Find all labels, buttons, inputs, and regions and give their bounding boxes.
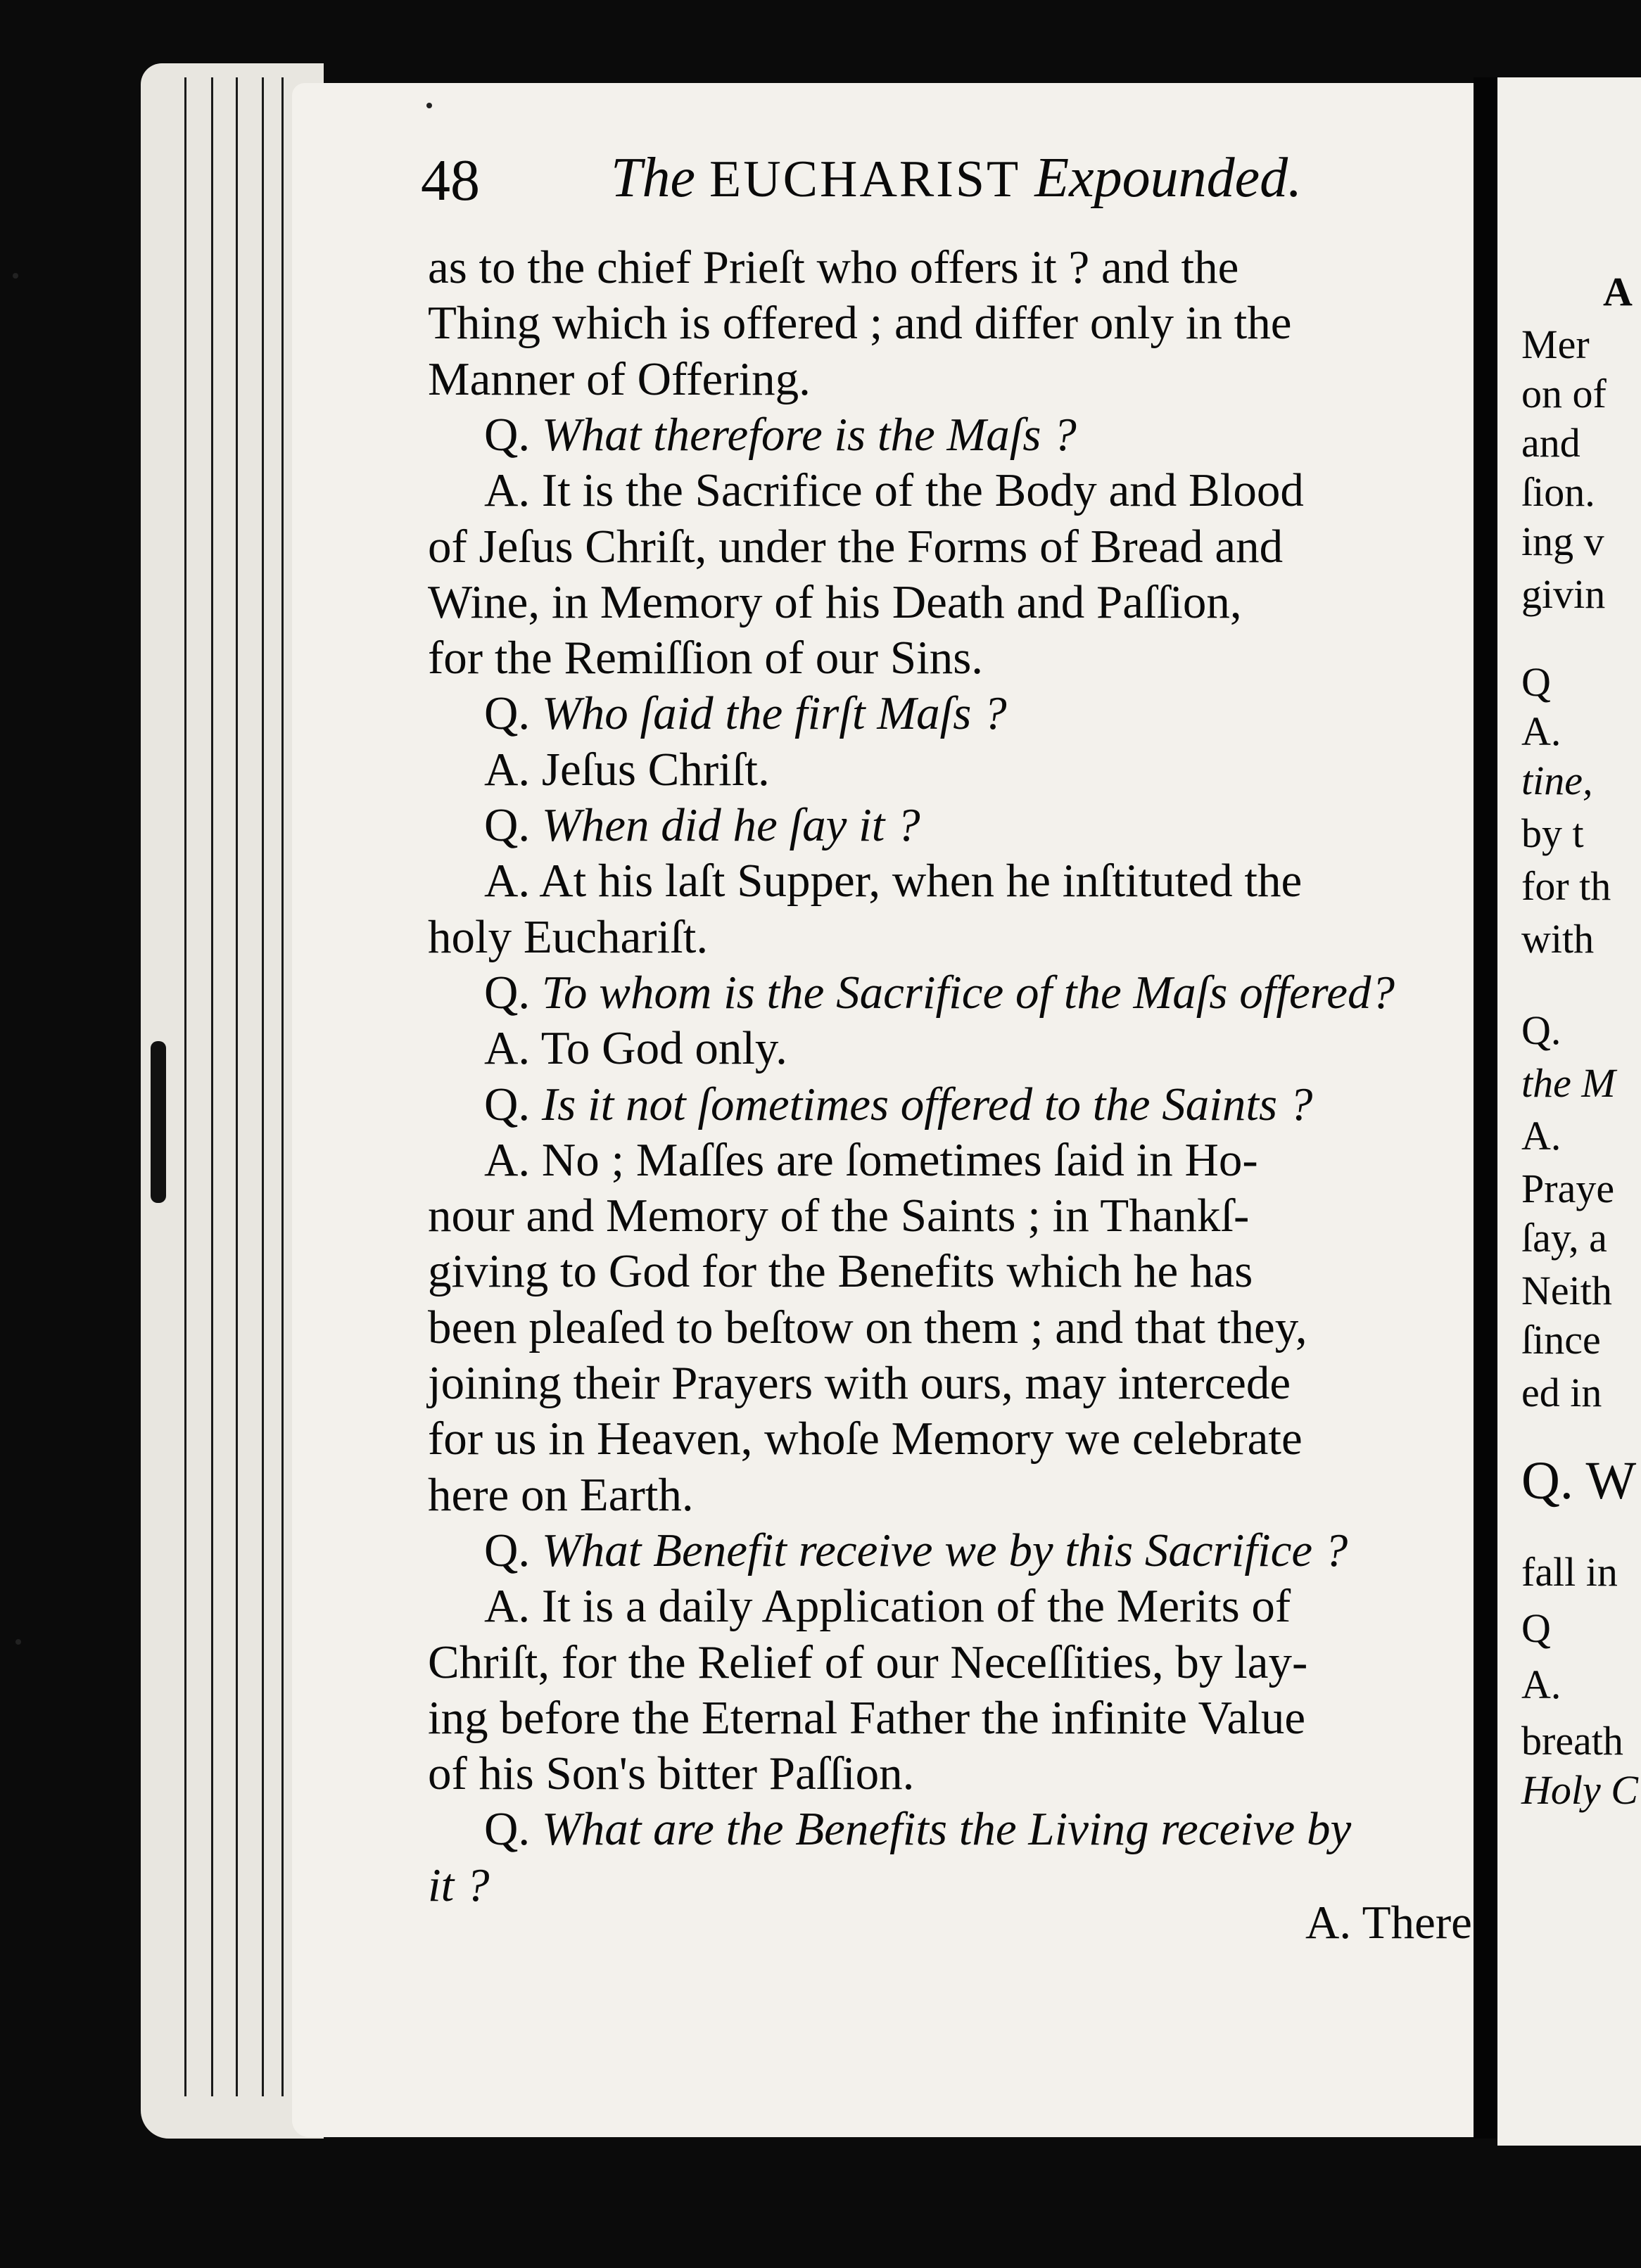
facing-page-line: tine, xyxy=(1521,758,1593,803)
text-line xyxy=(428,1634,1307,1690)
question-line xyxy=(484,1801,1351,1857)
text-line xyxy=(428,574,1242,630)
running-title-main: EUCHARIST xyxy=(709,151,1021,208)
facing-page-line: A xyxy=(1603,269,1633,314)
question-line xyxy=(484,407,1077,463)
binding-shadow xyxy=(151,1041,166,1203)
question-label: Q. xyxy=(484,966,531,1019)
text-line xyxy=(428,351,811,407)
line-text: When did he ſay it ? xyxy=(541,799,920,851)
answer-line xyxy=(484,1020,787,1076)
line-text: No ; Maſſes are ſometimes ſaid in Ho- xyxy=(541,1133,1258,1186)
facing-page-line: Q xyxy=(1521,1605,1551,1651)
question-line xyxy=(484,797,920,853)
page-edge-line xyxy=(184,77,186,2096)
page-edge-line xyxy=(211,77,213,2096)
line-text: At his laſt Supper, when he inſtituted the xyxy=(539,855,1303,907)
text-line xyxy=(428,1467,694,1523)
text-line xyxy=(428,1745,914,1802)
question-label: Q. xyxy=(484,408,531,461)
text-line xyxy=(428,239,1238,295)
facing-page-line: Mer xyxy=(1521,321,1590,367)
page-edge-line xyxy=(281,77,284,2096)
facing-page-line: on of xyxy=(1521,371,1607,416)
facing-page-line: givin xyxy=(1521,571,1606,617)
facing-page-line: ſay, a xyxy=(1521,1215,1607,1261)
answer-label: A. xyxy=(484,743,531,796)
facing-page-line: with xyxy=(1521,916,1595,962)
line-text: To God only. xyxy=(540,1022,787,1075)
facing-page-line: Holy C xyxy=(1521,1767,1638,1813)
running-header xyxy=(421,146,1476,224)
facing-page-line: Q. W xyxy=(1521,1451,1637,1510)
running-title-tail: Expounded. xyxy=(1034,147,1303,209)
question-label: Q. xyxy=(484,687,531,740)
line-text: nour and Memory of the Saints ; in Thankſ- xyxy=(428,1190,1250,1242)
facing-page-line: A. xyxy=(1521,1662,1561,1707)
running-title-article: The xyxy=(611,147,695,209)
question-line xyxy=(484,964,1395,1021)
facing-page-line: ing v xyxy=(1521,518,1604,564)
text-line xyxy=(428,295,1291,351)
line-text: To whom is the Sacrifice of the Maſs offered? xyxy=(541,966,1395,1019)
text-line xyxy=(428,909,708,965)
facing-page-line: fall in xyxy=(1521,1549,1618,1595)
line-text: It is the Sacrifice of the Body and Blood xyxy=(541,464,1304,517)
line-text: it ? xyxy=(428,1859,490,1911)
answer-label: A. xyxy=(484,1133,531,1186)
catchword: A. There xyxy=(1305,1897,1472,1949)
line-text: here on Earth. xyxy=(428,1468,694,1521)
question-label: Q. xyxy=(484,1078,531,1130)
line-text: of Jeſus Chriſt, under the Forms of Bread and xyxy=(428,520,1284,573)
text-line xyxy=(428,1410,1303,1467)
question-label: Q. xyxy=(484,1803,531,1856)
answer-label: A. xyxy=(484,855,531,907)
answer-line xyxy=(484,741,770,798)
text-line xyxy=(428,1355,1291,1411)
line-text: joining their Prayers with ours, may intercede xyxy=(428,1357,1291,1409)
facing-page-line: A. xyxy=(1521,708,1561,754)
line-text: as to the chief Prieſt who offers it ? and the xyxy=(428,241,1239,293)
facing-page-line: Praye xyxy=(1521,1166,1615,1211)
facing-page-line: Q. xyxy=(1521,1007,1561,1053)
line-text: Jeſus Chriſt. xyxy=(541,743,770,796)
answer-label: A. xyxy=(484,1022,531,1075)
right-page xyxy=(1497,77,1641,2146)
line-text: What Benefit receive we by this Sacrifice ? xyxy=(541,1524,1348,1576)
line-text: Who ſaid the firſt Maſs ? xyxy=(541,687,1007,740)
question-line xyxy=(484,685,1007,741)
line-text: holy Euchariſt. xyxy=(428,910,709,963)
facing-page-line: ſion. xyxy=(1521,469,1595,515)
answer-line xyxy=(484,853,1302,909)
facing-page-line: by t xyxy=(1521,810,1584,856)
gutter xyxy=(1474,77,1497,2139)
question-label: Q. xyxy=(484,1524,531,1576)
line-text: What therefore is the Maſs ? xyxy=(541,408,1077,461)
text-line xyxy=(428,630,983,686)
line-text: Wine, in Memory of his Death and Paſſion, xyxy=(428,575,1242,628)
page-number: 48 xyxy=(421,148,480,213)
ink-speck xyxy=(15,1639,21,1645)
line-text: Thing which is offered ; and differ only in the xyxy=(428,297,1292,350)
line-text: of his Son's bitter Paſſion. xyxy=(428,1747,915,1800)
answer-line xyxy=(484,1132,1258,1188)
line-text: for us in Heaven, whoſe Memory we celebrate xyxy=(428,1413,1303,1465)
answer-label: A. xyxy=(484,1580,531,1633)
text-line xyxy=(428,518,1283,575)
answer-line xyxy=(484,1578,1291,1634)
ink-speck xyxy=(426,103,432,108)
facing-page-line: Q xyxy=(1521,659,1551,705)
running-title xyxy=(611,146,1302,210)
line-text: Is it not ſometimes offered to the Saints ? xyxy=(541,1078,1313,1130)
line-text: for the Remiſſion of our Sins. xyxy=(428,632,984,684)
facing-page-line: Neith xyxy=(1521,1268,1612,1313)
facing-page-line: breath xyxy=(1521,1718,1623,1764)
facing-page-line: for th xyxy=(1521,863,1611,909)
line-text: It is a daily Application of the Merits of xyxy=(541,1580,1291,1633)
page-edge-line xyxy=(236,77,238,2096)
line-text: What are the Benefits the Living receive by xyxy=(541,1803,1352,1856)
facing-page-line: ſince xyxy=(1521,1317,1601,1363)
line-text: giving to God for the Benefits which he has xyxy=(428,1245,1253,1298)
ink-speck xyxy=(13,273,18,279)
text-line xyxy=(428,1690,1305,1746)
question-label: Q. xyxy=(484,799,531,851)
facing-page-line: ed in xyxy=(1521,1370,1602,1415)
question-line xyxy=(484,1522,1348,1579)
line-text: Manner of Offering. xyxy=(428,352,811,405)
line-text: ing before the Eternal Father the infinite Value xyxy=(428,1691,1306,1744)
question-line xyxy=(484,1076,1312,1133)
page-edge-line xyxy=(262,77,264,2096)
text-line xyxy=(428,1299,1307,1356)
facing-page-line: A. xyxy=(1521,1113,1561,1159)
facing-page-line: the M xyxy=(1521,1060,1616,1106)
text-line xyxy=(428,1857,489,1913)
answer-label: A. xyxy=(484,464,531,517)
line-text: been pleaſed to beſtow on them ; and that they, xyxy=(428,1301,1307,1353)
line-text: Chriſt, for the Relief of our Neceſſities, by lay- xyxy=(428,1636,1308,1688)
answer-line xyxy=(484,462,1304,518)
text-line xyxy=(428,1243,1253,1299)
facing-page-line: and xyxy=(1521,420,1580,466)
text-line xyxy=(428,1187,1249,1244)
